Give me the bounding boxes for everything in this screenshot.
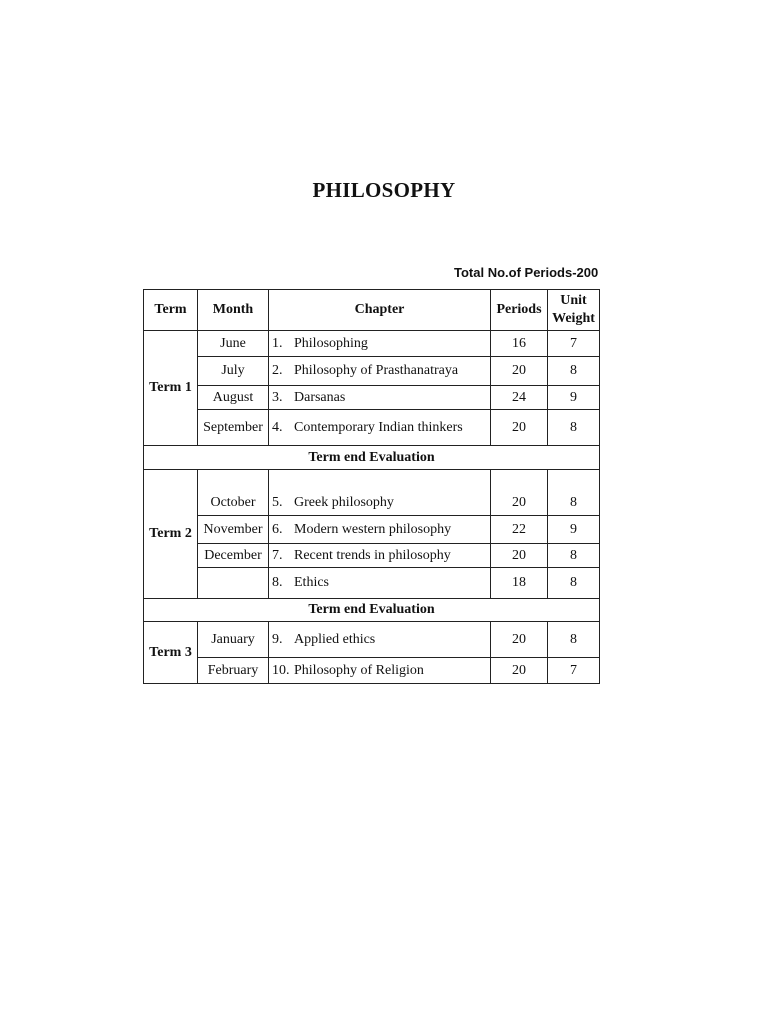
table-row [144,568,600,599]
chapter-cell [269,544,491,568]
page-title: PHILOSOPHY [312,178,456,202]
table-row [144,386,600,410]
header-month: Month [198,290,269,331]
chapter-cell [269,622,491,658]
month-cell: June [198,331,269,357]
header-unit-weight-line1: Unit [560,293,587,308]
chapter-cell [269,568,491,599]
term-label: Term 2 [144,470,198,599]
periods-cell: 22 [491,516,548,544]
chapter-title: Contemporary Indian thinkers [294,419,463,435]
periods-cell: 18 [491,568,548,599]
month-cell: December [198,544,269,568]
chapter-cell [269,357,491,386]
header-unit-weight-line2: Weight [552,311,595,326]
total-periods-label: Total No.of Periods-200 [454,265,599,280]
weight-cell: 9 [548,386,600,410]
table-row [144,331,600,357]
table-row [144,622,600,658]
chapter-number: 7. [272,547,283,563]
chapter-number: 1. [272,335,283,351]
month-cell: January [198,622,269,658]
weight-cell: 8 [548,357,600,386]
chapter-title: Philosophy of Religion [294,662,424,678]
table-row [144,357,600,386]
chapter-number: 3. [272,389,283,405]
header-row [144,290,600,331]
weight-cell: 8 [548,622,600,658]
periods-cell: 16 [491,331,548,357]
chapter-cell [269,331,491,357]
month-cell: September [198,410,269,446]
month-cell: August [198,386,269,410]
periods-cell: 24 [491,386,548,410]
table-row [144,410,600,446]
chapter-title: Darsanas [294,389,346,405]
weight-cell: 8 [548,568,600,599]
chapter-title: Greek philosophy [294,495,394,510]
weight-cell: 8 [548,470,600,516]
header-chapter: Chapter [269,290,491,331]
weight-cell: 8 [548,544,600,568]
syllabus-table [143,289,600,684]
chapter-number: 6. [272,521,283,537]
chapter-number: 10. [272,662,290,678]
chapter-cell [269,470,491,516]
month-cell: October [198,470,269,516]
term-end-evaluation: Term end Evaluation [144,446,600,470]
header-periods: Periods [491,290,548,331]
header-unit-weight [548,290,600,331]
chapter-cell [269,516,491,544]
chapter-cell [269,658,491,684]
periods-cell: 20 [491,357,548,386]
periods-cell: 20 [491,544,548,568]
chapter-title: Ethics [294,575,329,590]
chapter-cell [269,386,491,410]
chapter-cell [269,410,491,446]
evaluation-row [144,599,600,622]
weight-cell: 8 [548,410,600,446]
header-term: Term [144,290,198,331]
periods-cell: 20 [491,622,548,658]
month-cell: February [198,658,269,684]
weight-cell: 9 [548,516,600,544]
periods-cell: 20 [491,470,548,516]
weight-cell: 7 [548,658,600,684]
table-row [144,658,600,684]
chapter-number: 9. [272,631,283,647]
chapter-number: 2. [272,363,283,378]
term-label: Term 3 [144,622,198,684]
table-row [144,544,600,568]
chapter-number: 5. [272,495,283,510]
term-end-evaluation: Term end Evaluation [144,599,600,622]
table-row [144,516,600,544]
month-cell: July [198,357,269,386]
chapter-number: 4. [272,419,283,435]
chapter-title: Philosophy of Prasthanatraya [294,363,459,378]
table-row [144,470,600,516]
weight-cell: 7 [548,331,600,357]
month-cell [198,568,269,599]
chapter-number: 8. [272,575,283,590]
chapter-title: Modern western philosophy [294,521,452,537]
term-label: Term 1 [144,331,198,446]
month-cell: November [198,516,269,544]
evaluation-row [144,446,600,470]
chapter-title: Applied ethics [294,631,376,647]
periods-cell: 20 [491,658,548,684]
chapter-title: Philosophing [294,335,368,351]
chapter-title: Recent trends in philosophy [294,547,451,563]
periods-cell: 20 [491,410,548,446]
